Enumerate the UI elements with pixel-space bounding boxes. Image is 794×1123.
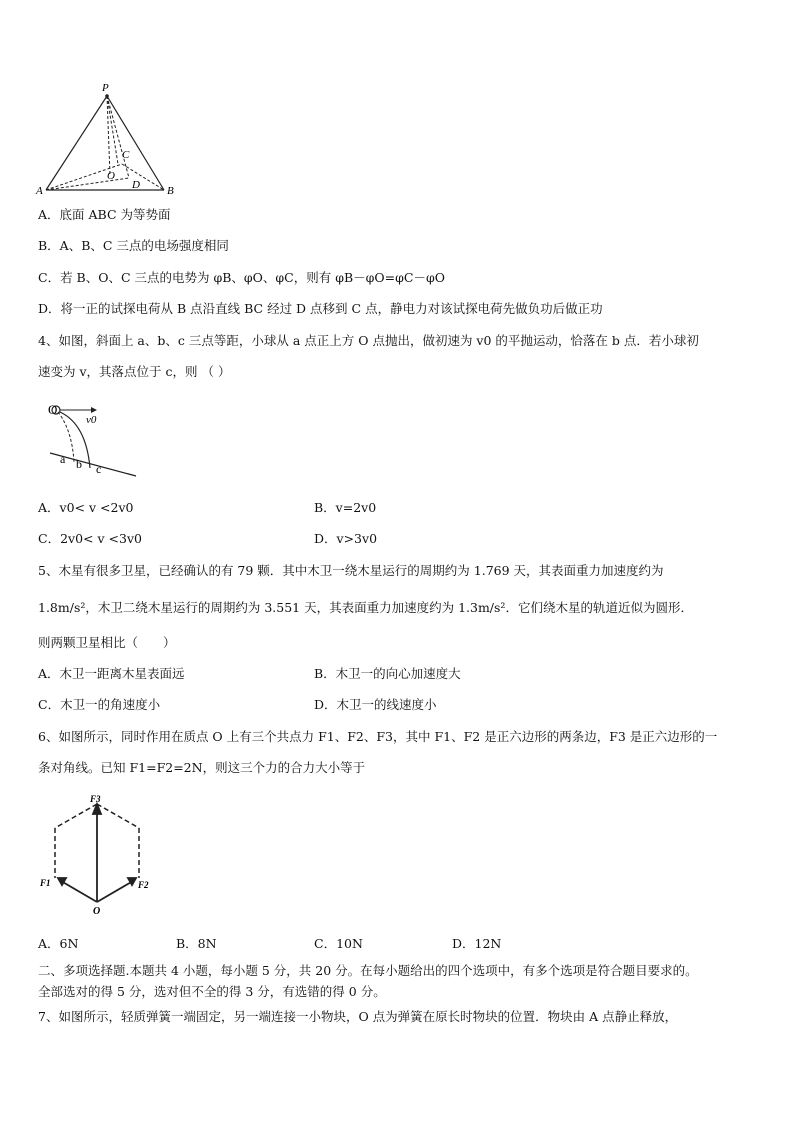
q4-option-c: C．2v0< v <3v0: [38, 531, 142, 546]
label-o: O: [48, 402, 58, 417]
q3-option-b: B．A、B、C 三点的电场强度相同: [38, 238, 229, 253]
q3-option-a: A．底面 ABC 为等势面: [38, 207, 171, 222]
label-o: O: [107, 170, 115, 182]
tetrahedron-figure: [34, 80, 184, 198]
q5-option-a: A．木卫一距离木星表面远: [38, 666, 185, 681]
projectile-figure: [46, 400, 141, 478]
q6-option-c: C．10N: [314, 936, 363, 951]
edge-pb: [107, 96, 164, 190]
label-a: A: [36, 185, 43, 197]
q4-option-a: A．v0< v <2v0: [38, 500, 134, 515]
q4-stem-line1: 4、如图，斜面上 a、b、c 三点等距，小球从 a 点正上方 O 点抛出，做初速为 v0 的平抛运动，恰落在 b 点．若小球初: [38, 333, 699, 348]
label-f1: F1: [40, 878, 51, 888]
q6-stem-line1: 6、如图所示，同时作用在质点 O 上有三个共点力 F1、F2、F3，其中 F1、F2 是正六边形的两条边，F3 是正六边形的一: [38, 729, 718, 744]
q3-option-d: D．将一正的试探电荷从 B 点沿直线 BC 经过 D 点移到 C 点，静电力对该试探电荷先做负功后做正功: [38, 301, 603, 316]
q5-option-d: D．木卫一的线速度小: [314, 697, 437, 712]
label-c: c: [96, 462, 102, 476]
q6-stem-line2: 条对角线。已知 F1=F2=2N，则这三个力的合力大小等于: [38, 760, 366, 775]
q5-option-c: C．木卫一的角速度小: [38, 697, 161, 712]
q6-option-b: B．8N: [176, 936, 217, 951]
q5-option-b: B．木卫一的向心加速度大: [314, 666, 461, 681]
edge-pa: [46, 96, 107, 190]
q7-stem-line1: 7、如图所示，轻质弹簧一端固定，另一端连接一小物块，O 点为弹簧在原长时物块的位置．物块由 A 点静止释放，: [38, 1009, 678, 1024]
q6-option-a: A．6N: [38, 936, 79, 951]
label-b: B: [167, 185, 174, 197]
q4-option-d: D．v>3v0: [314, 531, 378, 546]
q4-stem-line2: 速变为 v，其落点位于 c，则 （ ）: [38, 364, 231, 379]
label-a: a: [60, 452, 66, 466]
section2-heading-line2: 全部选对的得 5 分，选对但不全的得 3 分，有选错的得 0 分。: [38, 984, 386, 999]
section2-heading-line1: 二、多项选择题.本题共 4 小题，每小题 5 分，共 20 分。在每小题给出的四个选项中，有多个选项是符合题目要求的。: [38, 963, 698, 978]
q6-option-d: D．12N: [452, 936, 502, 951]
q5-stem-line2: 1.8m/s²，木卫二绕木星运行的周期约为 3.551 天，其表面重力加速度约为 1.3m/s²．它们绕木星的轨道近似为圆形．: [38, 600, 693, 615]
hexagon-force-figure: [36, 792, 158, 918]
label-f2: F2: [138, 880, 149, 890]
label-d: D: [132, 179, 140, 191]
label-v0: v0: [86, 414, 97, 426]
q4-option-b: B．v=2v0: [314, 500, 377, 515]
label-o: O: [93, 906, 101, 917]
label-f3: F3: [90, 794, 101, 804]
label-c: C: [122, 149, 130, 161]
q3-option-c: C．若 B、O、C 三点的电势为 φB、φO、φC，则有 φB－φO=φC－φO: [38, 270, 445, 285]
q5-stem-line3: 则两颗卫星相比（ ）: [38, 635, 176, 650]
label-b: b: [76, 457, 82, 471]
label-p: P: [102, 82, 109, 94]
q5-stem-line1: 5、木星有很多卫星，已经确认的有 79 颗．其中木卫一绕木星运行的周期约为 1.769 天，其表面重力加速度约为: [38, 563, 664, 578]
